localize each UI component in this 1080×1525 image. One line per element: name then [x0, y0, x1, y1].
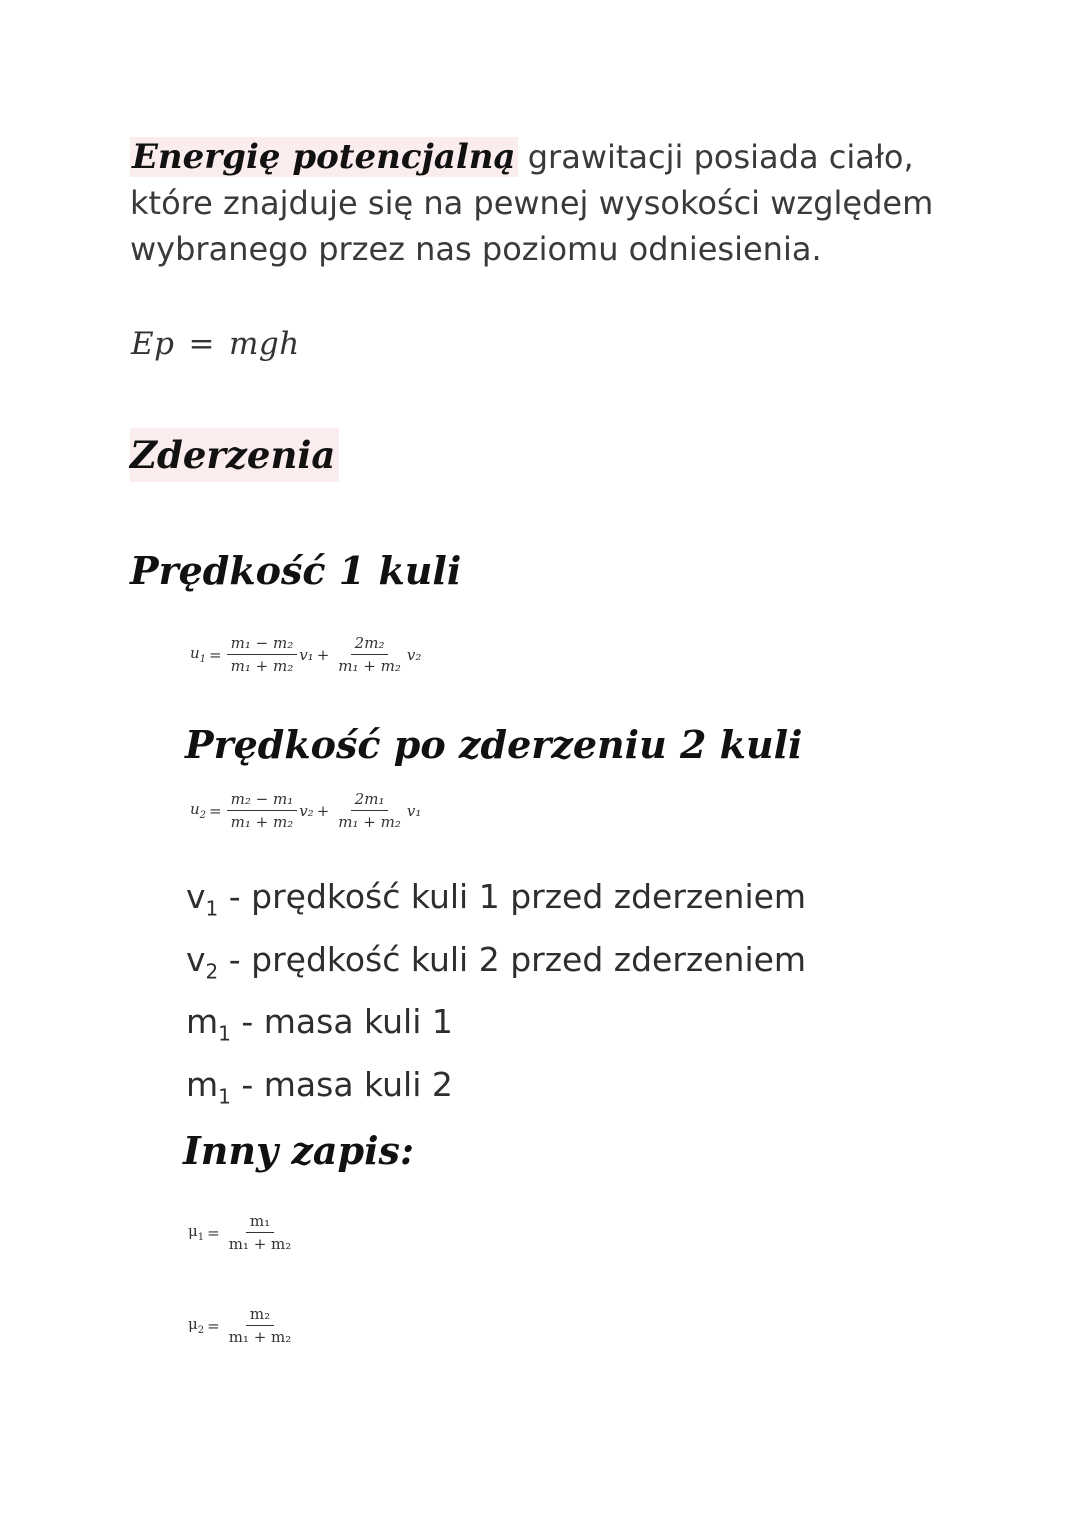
- intro-text: grawitacji posiada ciało, które znajduje się na pewnej wysokości względem wybranego przez nas poziomu odniesienia.: [130, 138, 934, 268]
- intro-paragraph: [130, 134, 990, 272]
- formula-lhs: $u_1$: [190, 644, 207, 665]
- formula-lhs: Ep: [131, 326, 175, 362]
- formula-lhs: $u_2$: [190, 800, 207, 821]
- potential-energy-formula: [131, 326, 300, 362]
- fraction: $\frac{\text{2m₁}}{\text{m₁ + m₂}}$: [338, 790, 401, 831]
- definition-item: $m_1$ - masa kuli 2: [186, 1064, 453, 1109]
- formula-lhs: $\mu_2$: [188, 1315, 205, 1336]
- definition-item: $m_1$ - masa kuli 1: [186, 1002, 453, 1046]
- formula-lhs: $\mu_1$: [188, 1222, 205, 1243]
- definition-item: $v_1$ - prędkość kuli 1 przed zderzeniem: [186, 877, 807, 921]
- definitions-list: [186, 870, 806, 1120]
- definition-item: $v_2$ - prędkość kuli 2 przed zderzeniem: [186, 939, 807, 984]
- fraction: $\frac{\text{m₁ − m₂}}{\text{m₁ + m₂}}$: [227, 634, 298, 675]
- formula-mu1: $\mu_1$ = $\frac{\text{m₁}}{\text{m₁ + m₂}}$: [188, 1212, 297, 1253]
- heading-other-notation: Inny zapis:: [183, 1128, 414, 1173]
- fraction: $\frac{\text{2m₂}}{\text{m₁ + m₂}}$: [338, 634, 401, 675]
- highlight-term: Energię potencjalną: [132, 137, 516, 177]
- section-title: Zderzenia: [130, 428, 339, 482]
- formula-u2: $u_2$ = $\frac{\text{m₂ − m₁}}{\text{m₁ + m₂}}$ v₂ + $\frac{\text{2m₁}}{\text{m₁ + m₂}}$ v₁: [190, 790, 422, 831]
- fraction: $\frac{\text{m₂ − m₁}}{\text{m₁ + m₂}}$: [227, 790, 298, 831]
- heading-ball2-velocity: Prędkość po zderzeniu 2 kuli: [185, 722, 803, 767]
- formula-equals: =: [188, 326, 215, 362]
- fraction: $\frac{\text{m₁}}{\text{m₁ + m₂}}$: [228, 1212, 292, 1253]
- fraction: $\frac{\text{m₂}}{\text{m₁ + m₂}}$: [228, 1305, 292, 1346]
- formula-mu2: $\mu_2$ = $\frac{\text{m₂}}{\text{m₁ + m₂}}$: [188, 1305, 297, 1346]
- formula-rhs: mgh: [228, 326, 300, 362]
- heading-ball1-velocity: Prędkość 1 kuli: [130, 548, 462, 593]
- formula-u1: $u_1$ = $\frac{\text{m₁ − m₂}}{\text{m₁ + m₂}}$ v₁ + $\frac{\text{2m₂}}{\text{m₁ + m₂}}$ v₂: [190, 634, 422, 675]
